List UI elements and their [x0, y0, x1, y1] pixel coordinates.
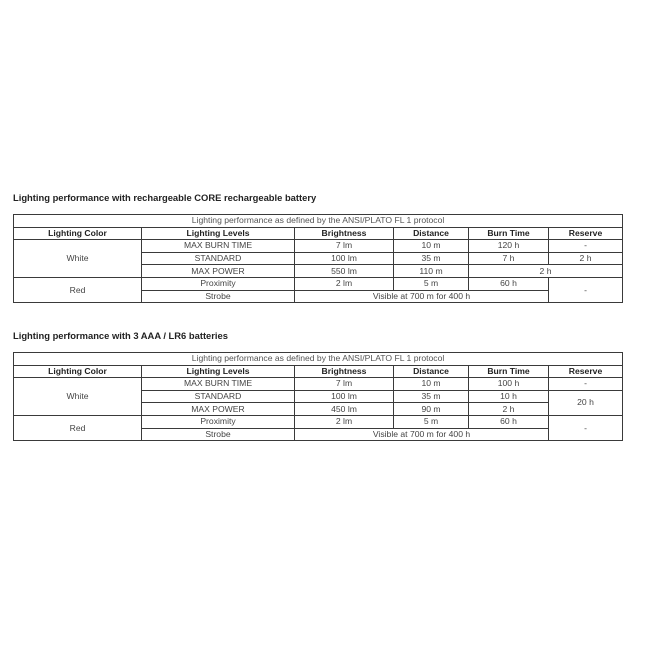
header-lighting-levels: Lighting Levels [142, 227, 295, 240]
header-reserve: Reserve [549, 365, 623, 378]
protocol-caption: Lighting performance as defined by the ANSI/PLATO FL 1 protocol [14, 353, 623, 366]
burn-time-cell: 10 h [469, 390, 549, 403]
distance-cell: 5 m [394, 277, 469, 290]
brightness-cell: 2 lm [295, 277, 394, 290]
reserve-cell: - [549, 415, 623, 440]
table-row [14, 215, 623, 228]
reserve-cell: - [549, 277, 623, 302]
level-cell: Strobe [142, 428, 295, 441]
header-reserve: Reserve [549, 227, 623, 240]
table-row [14, 277, 623, 290]
table-row [14, 378, 623, 391]
strobe-visibility-cell: Visible at 700 m for 400 h [295, 290, 549, 303]
level-cell: MAX BURN TIME [142, 240, 295, 253]
distance-cell: 35 m [394, 390, 469, 403]
color-white: White [14, 240, 142, 278]
strobe-visibility-cell: Visible at 700 m for 400 h [295, 428, 549, 441]
table-row [14, 353, 623, 366]
reserve-cell: - [549, 378, 623, 391]
table-row [14, 415, 623, 428]
header-brightness: Brightness [295, 227, 394, 240]
brightness-cell: 7 lm [295, 240, 394, 253]
header-distance: Distance [394, 227, 469, 240]
brightness-cell: 100 lm [295, 252, 394, 265]
distance-cell: 10 m [394, 378, 469, 391]
burn-time-cell: 60 h [469, 277, 549, 290]
burn-time-cell: 100 h [469, 378, 549, 391]
reserve-cell: 20 h [549, 390, 623, 415]
color-red: Red [14, 415, 142, 440]
level-cell: MAX POWER [142, 403, 295, 416]
header-burn-time: Burn Time [469, 227, 549, 240]
performance-table-aaa [13, 352, 623, 441]
header-distance: Distance [394, 365, 469, 378]
level-cell: Proximity [142, 277, 295, 290]
level-cell: MAX BURN TIME [142, 378, 295, 391]
distance-cell: 35 m [394, 252, 469, 265]
distance-cell: 5 m [394, 415, 469, 428]
header-burn-time: Burn Time [469, 365, 549, 378]
burn-time-cell: 60 h [469, 415, 549, 428]
level-cell: Strobe [142, 290, 295, 303]
table-header-row [14, 365, 623, 378]
brightness-cell: 7 lm [295, 378, 394, 391]
table-header-row [14, 227, 623, 240]
header-brightness: Brightness [295, 365, 394, 378]
brightness-cell: 450 lm [295, 403, 394, 416]
brightness-cell: 550 lm [295, 265, 394, 278]
burn-time-cell: 7 h [469, 252, 549, 265]
distance-cell: 90 m [394, 403, 469, 416]
burn-time-cell: 120 h [469, 240, 549, 253]
burn-time-cell: 2 h [469, 403, 549, 416]
level-cell: MAX POWER [142, 265, 295, 278]
distance-cell: 110 m [394, 265, 469, 278]
level-cell: STANDARD [142, 390, 295, 403]
distance-cell: 10 m [394, 240, 469, 253]
header-lighting-color: Lighting Color [14, 227, 142, 240]
color-red: Red [14, 277, 142, 302]
protocol-caption: Lighting performance as defined by the ANSI/PLATO FL 1 protocol [14, 215, 623, 228]
header-lighting-color: Lighting Color [14, 365, 142, 378]
brightness-cell: 100 lm [295, 390, 394, 403]
level-cell: STANDARD [142, 252, 295, 265]
color-white: White [14, 378, 142, 416]
burn-reserve-cell: 2 h [469, 265, 623, 278]
reserve-cell: - [549, 240, 623, 253]
table-row [14, 240, 623, 253]
section-title-aaa: Lighting performance with 3 AAA / LR6 batteries [13, 330, 228, 341]
performance-table-rechargeable [13, 214, 623, 303]
reserve-cell: 2 h [549, 252, 623, 265]
level-cell: Proximity [142, 415, 295, 428]
header-lighting-levels: Lighting Levels [142, 365, 295, 378]
section-title-rechargeable: Lighting performance with rechargeable CORE rechargeable battery [13, 192, 317, 203]
brightness-cell: 2 lm [295, 415, 394, 428]
